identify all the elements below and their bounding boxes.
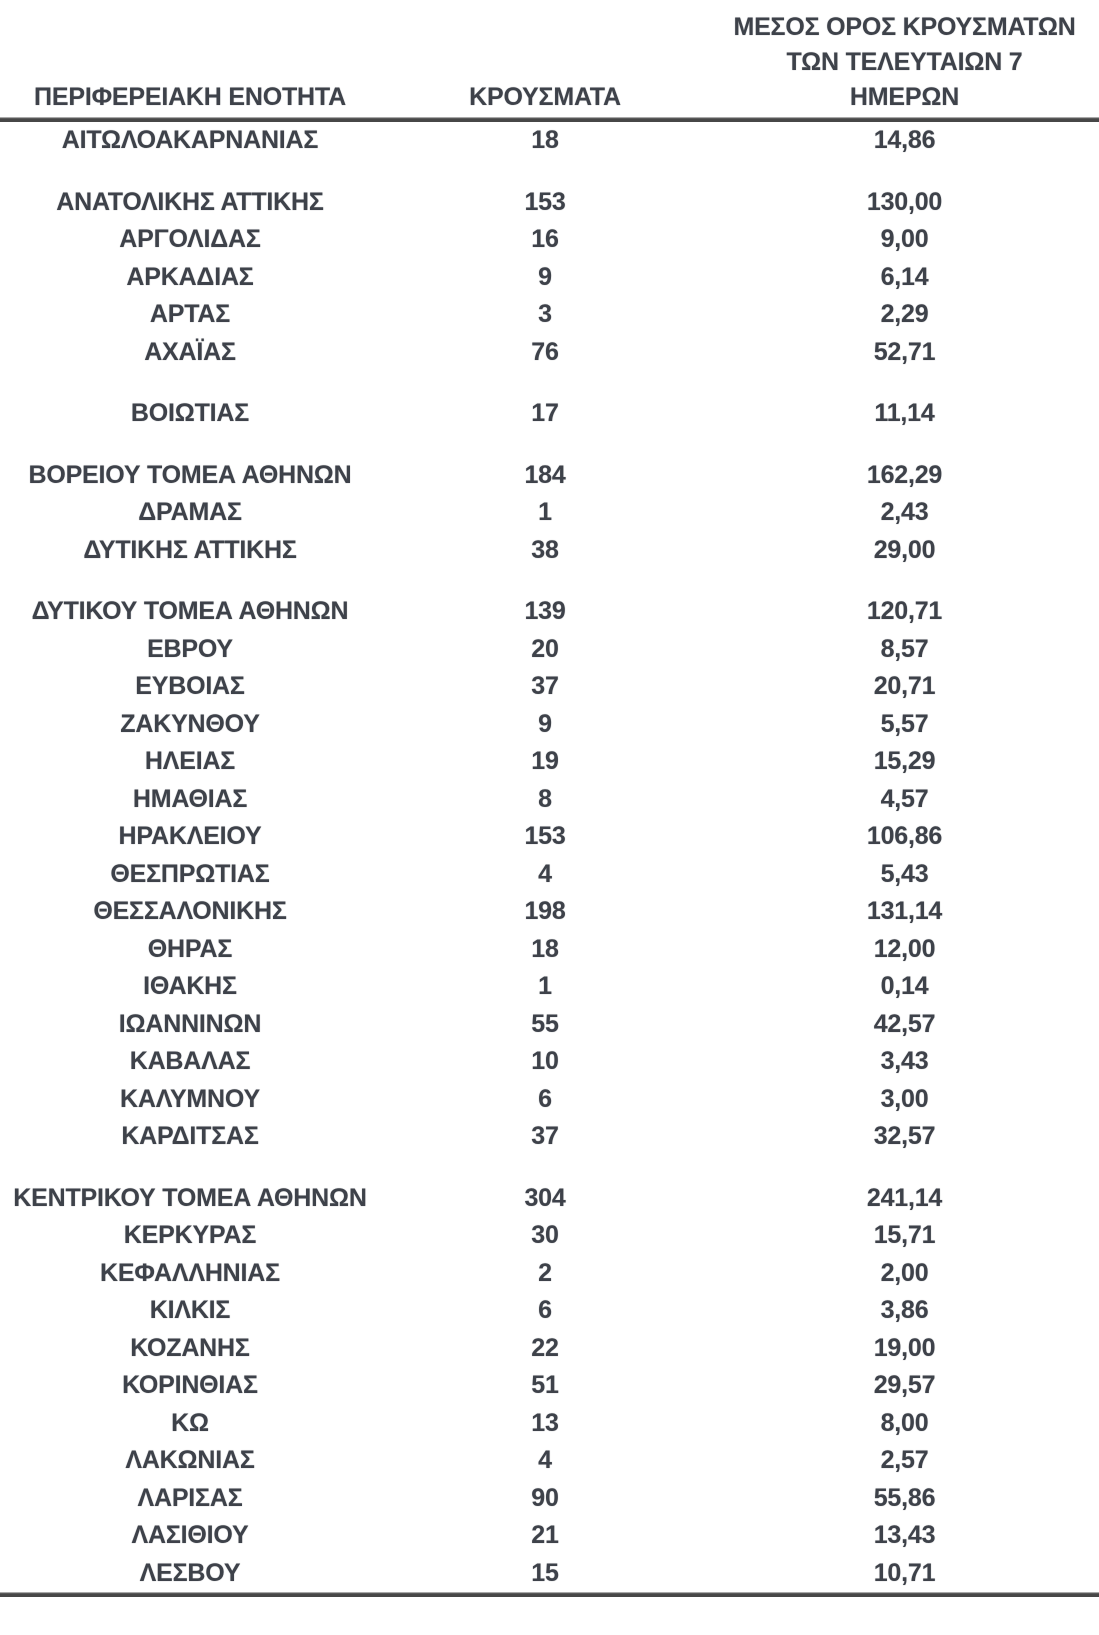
avg7-cell: 32,57 [873, 1122, 936, 1151]
column-header-avg-7day-line1: ΜΕΣΟΣ ΟΡΟΣ ΚΡΟΥΣΜΑΤΩΝ [733, 13, 1076, 41]
cases-cell: 37 [531, 1122, 559, 1151]
avg7-cell: 11,14 [874, 399, 935, 428]
bottom-rule-divider [0, 1592, 1099, 1597]
region-cell: ΛΕΣΒΟΥ [139, 1558, 241, 1587]
region-cell: ΔΥΤΙΚΗΣ ΑΤΤΙΚΗΣ [83, 535, 297, 564]
cases-cell: 17 [531, 399, 559, 428]
avg7-cell: 2,43 [880, 498, 929, 527]
cases-cell: 22 [531, 1333, 559, 1362]
cases-cell: 6 [538, 1084, 552, 1113]
avg7-cell: 9,00 [880, 225, 929, 254]
table-row [0, 184, 1099, 222]
table-row [0, 706, 1099, 744]
column-header-avg-7day-line2: ΤΩΝ ΤΕΛΕΥΤΑΙΩΝ 7 [786, 48, 1023, 76]
avg7-cell: 162,29 [866, 460, 943, 489]
table-row [0, 818, 1099, 856]
region-cell: ΘΗΡΑΣ [147, 934, 233, 963]
avg7-cell: 10,71 [873, 1558, 936, 1587]
avg7-cell: 14,86 [873, 126, 936, 155]
table-body [0, 122, 1099, 1592]
avg7-cell: 13,43 [873, 1521, 936, 1550]
table-row [0, 259, 1099, 297]
avg7-cell: 131,14 [866, 897, 943, 926]
region-cell: ΔΡΑΜΑΣ [138, 498, 242, 527]
cases-cell: 2 [538, 1258, 552, 1287]
avg7-cell: 106,86 [866, 822, 943, 851]
region-cell: ΕΒΡΟΥ [147, 634, 233, 663]
table-row [0, 1367, 1099, 1405]
table-row [0, 1118, 1099, 1156]
avg7-cell: 8,57 [880, 634, 929, 663]
region-cell: ΗΛΕΙΑΣ [144, 747, 236, 776]
avg7-cell: 29,00 [873, 535, 936, 564]
region-cell: ΚΕΡΚΥΡΑΣ [123, 1221, 257, 1250]
table-row [0, 532, 1099, 570]
avg7-cell: 6,14 [880, 262, 929, 291]
cases-cell: 6 [538, 1296, 552, 1325]
cases-cell: 198 [524, 897, 566, 926]
cases-cell: 1 [538, 498, 552, 527]
region-cell: ΙΩΑΝΝΙΝΩΝ [118, 1009, 262, 1038]
region-cell: ΙΘΑΚΗΣ [143, 972, 237, 1001]
region-cell: ΚΟΖΑΝΗΣ [130, 1333, 250, 1362]
table-spacer-row [0, 160, 1099, 184]
cases-cell: 76 [531, 337, 559, 366]
cases-cell: 90 [531, 1483, 559, 1512]
region-cell: ΚΑΒΑΛΑΣ [129, 1047, 251, 1076]
avg7-cell: 130,00 [866, 187, 943, 216]
avg7-cell: 15,29 [873, 747, 936, 776]
table-row [0, 122, 1099, 160]
table-row [0, 1517, 1099, 1555]
cases-cell: 9 [538, 709, 552, 738]
region-cell: ΒΟΙΩΤΙΑΣ [130, 399, 250, 428]
region-cell: ΗΜΑΘΙΑΣ [132, 784, 248, 813]
table-row [0, 1217, 1099, 1255]
avg7-cell: 2,57 [880, 1446, 929, 1475]
avg7-cell: 3,43 [880, 1047, 929, 1076]
column-header-regional-unit: ΠΕΡΙΦΕΡΕΙΑΚΗ ΕΝΟΤΗΤΑ [34, 83, 346, 111]
region-cell: ΑΡΤΑΣ [149, 300, 231, 329]
avg7-cell: 20,71 [873, 672, 936, 701]
avg7-cell: 120,71 [866, 597, 943, 626]
column-header-cases: ΚΡΟΥΣΜΑΤΑ [469, 83, 621, 111]
region-cell: ΖΑΚΥΝΘΟΥ [120, 709, 260, 738]
avg7-cell: 3,86 [880, 1296, 929, 1325]
cases-cell: 4 [538, 859, 552, 888]
region-cell: ΒΟΡΕΙΟΥ ΤΟΜΕΑ ΑΘΗΝΩΝ [28, 460, 352, 489]
table-row [0, 1255, 1099, 1293]
table-row [0, 668, 1099, 706]
region-cell: ΑΡΓΟΛΙΔΑΣ [119, 225, 261, 254]
table-row [0, 1043, 1099, 1081]
region-cell: ΔΥΤΙΚΟΥ ΤΟΜΕΑ ΑΘΗΝΩΝ [31, 597, 349, 626]
table-row [0, 457, 1099, 495]
cases-cell: 20 [531, 634, 559, 663]
region-cell: ΗΡΑΚΛΕΙΟΥ [118, 822, 262, 851]
cases-cell: 18 [531, 934, 559, 963]
region-cell: ΚΕΝΤΡΙΚΟΥ ΤΟΜΕΑ ΑΘΗΝΩΝ [13, 1183, 367, 1212]
region-cell: ΘΕΣΣΑΛΟΝΙΚΗΣ [93, 897, 287, 926]
table-row [0, 1180, 1099, 1218]
region-cell: ΑΝΑΤΟΛΙΚΗΣ ΑΤΤΙΚΗΣ [56, 187, 324, 216]
table-row [0, 968, 1099, 1006]
table-spacer-row [0, 1156, 1099, 1180]
table-spacer-row [0, 371, 1099, 395]
table-row [0, 296, 1099, 334]
region-cell: ΑΡΚΑΔΙΑΣ [126, 262, 254, 291]
avg7-cell: 2,29 [880, 300, 929, 329]
cases-cell: 13 [531, 1408, 559, 1437]
table-row [0, 593, 1099, 631]
cases-cell: 9 [538, 262, 552, 291]
avg7-cell: 2,00 [880, 1258, 929, 1287]
table-row [0, 931, 1099, 969]
avg7-cell: 5,57 [880, 709, 929, 738]
table-row [0, 631, 1099, 669]
table-row [0, 1405, 1099, 1443]
cases-cell: 4 [538, 1446, 552, 1475]
table-row [0, 1442, 1099, 1480]
column-header-avg-7day-line3: ΗΜΕΡΩΝ [849, 83, 960, 111]
cases-cell: 21 [531, 1521, 559, 1550]
region-cell: ΚΑΛΥΜΝΟΥ [120, 1084, 260, 1113]
region-cell: ΚΕΦΑΛΛΗΝΙΑΣ [100, 1258, 280, 1287]
cases-cell: 30 [531, 1221, 559, 1250]
table-row [0, 1555, 1099, 1593]
avg7-cell: 55,86 [873, 1483, 936, 1512]
cases-cell: 153 [524, 187, 566, 216]
avg7-cell: 19,00 [873, 1333, 936, 1362]
region-cell: ΛΑΡΙΣΑΣ [137, 1483, 243, 1512]
cases-cell: 51 [531, 1371, 559, 1400]
table-header-row [0, 0, 1099, 117]
cases-cell: 3 [538, 300, 552, 329]
avg7-cell: 241,14 [866, 1183, 943, 1212]
table-row [0, 221, 1099, 259]
avg7-cell: 3,00 [880, 1084, 929, 1113]
region-cell: ΛΑΣΙΘΙΟΥ [131, 1521, 249, 1550]
avg7-cell: 12,00 [873, 934, 936, 963]
cases-cell: 304 [524, 1183, 566, 1212]
table-row [0, 334, 1099, 372]
cases-cell: 37 [531, 672, 559, 701]
cases-cell: 153 [524, 822, 566, 851]
column-header-avg-7day [710, 10, 1099, 117]
cases-cell: 8 [538, 784, 552, 813]
table-row [0, 1081, 1099, 1119]
cases-cell: 55 [531, 1009, 559, 1038]
cases-cell: 139 [524, 597, 566, 626]
table-row [0, 1292, 1099, 1330]
cases-cell: 1 [538, 972, 552, 1001]
avg7-cell: 0,14 [880, 972, 929, 1001]
avg7-cell: 52,71 [873, 337, 936, 366]
cases-cell: 38 [531, 535, 559, 564]
region-cell: ΚΩ [171, 1408, 209, 1437]
avg7-cell: 4,57 [880, 784, 929, 813]
cases-cell: 19 [531, 747, 559, 776]
avg7-cell: 42,57 [873, 1009, 936, 1038]
table-row [0, 1480, 1099, 1518]
region-cell: ΛΑΚΩΝΙΑΣ [125, 1446, 255, 1475]
avg7-cell: 8,00 [880, 1408, 929, 1437]
cases-cell: 15 [531, 1558, 559, 1587]
avg7-cell: 29,57 [873, 1371, 936, 1400]
table-row [0, 1006, 1099, 1044]
table-row [0, 743, 1099, 781]
cases-cell: 18 [531, 126, 559, 155]
table-row [0, 893, 1099, 931]
region-cell: ΚΟΡΙΝΘΙΑΣ [122, 1371, 258, 1400]
table-row [0, 781, 1099, 819]
cases-cell: 16 [531, 225, 559, 254]
avg7-cell: 5,43 [880, 859, 929, 888]
region-cell: ΚΙΛΚΙΣ [149, 1296, 231, 1325]
region-cell: ΘΕΣΠΡΩΤΙΑΣ [110, 859, 270, 888]
table-row [0, 856, 1099, 894]
table-row [0, 494, 1099, 532]
region-cell: ΕΥΒΟΙΑΣ [135, 672, 245, 701]
table-spacer-row [0, 569, 1099, 593]
cases-cell: 184 [524, 460, 566, 489]
region-cell: ΑΧΑΪΑΣ [144, 337, 236, 366]
region-cell: ΑΙΤΩΛΟΑΚΑΡΝΑΝΙΑΣ [61, 126, 319, 155]
table-spacer-row [0, 433, 1099, 457]
table-row [0, 1330, 1099, 1368]
table-row [0, 395, 1099, 433]
avg7-cell: 15,71 [873, 1221, 936, 1250]
cases-cell: 10 [531, 1047, 559, 1076]
region-cell: ΚΑΡΔΙΤΣΑΣ [121, 1122, 259, 1151]
